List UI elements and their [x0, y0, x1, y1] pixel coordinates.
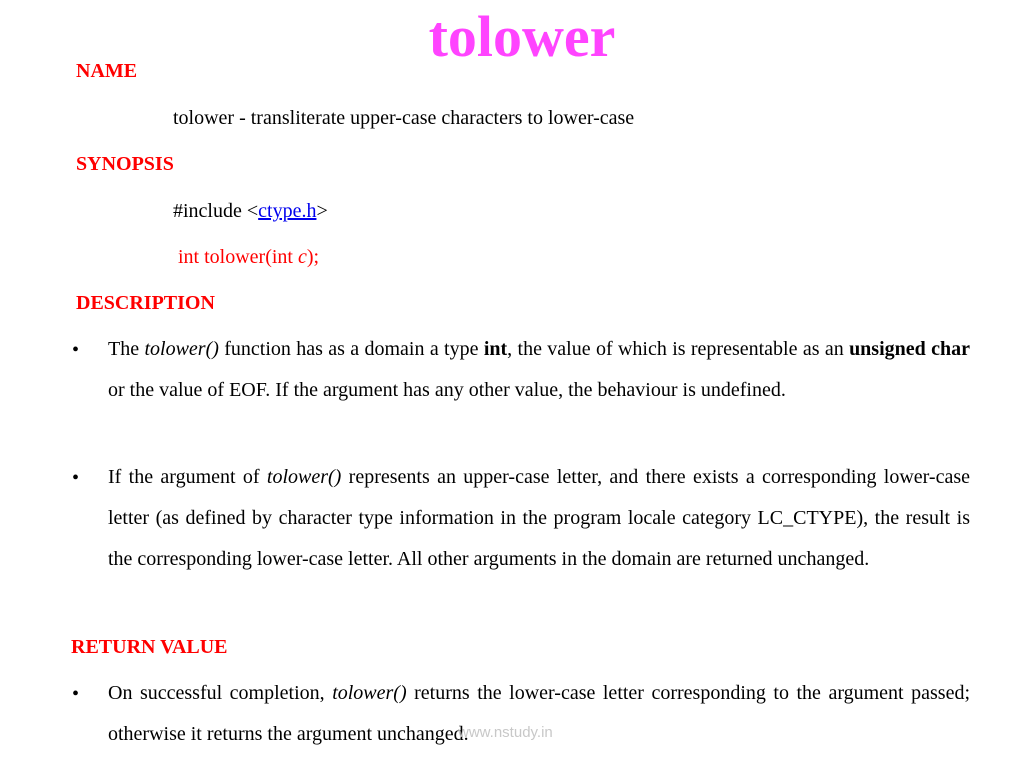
prototype-line: [178, 247, 319, 267]
text-run: returns the lower-case letter corresponding to the argument passed; otherwise it returns the argument unchanged.: [108, 682, 971, 745]
text-run: represents an upper-case letter, and there exists a corresponding lower-case letter (as defined by character type information in the program locale category LC_CTYPE), the result is the corresponding lower-case letter. All other arguments in the domain are returned unchanged.: [108, 466, 970, 570]
type-int: int: [483, 338, 508, 360]
function-name: tolower(): [266, 466, 342, 488]
proto-suffix: );: [306, 246, 320, 268]
bullet-marker: •: [72, 339, 80, 361]
proto-param: c: [297, 246, 307, 268]
include-prefix: #include <: [173, 200, 259, 222]
name-text: tolower - transliterate upper-case characters to lower-case: [173, 107, 635, 129]
type-unsigned-char: unsigned char: [849, 338, 970, 360]
text-run: The: [108, 338, 145, 360]
bullet-marker: •: [72, 467, 80, 489]
ctype-h-link[interactable]: ctype.h: [258, 200, 317, 222]
bullet-marker: •: [72, 683, 80, 705]
text-run: or the value of EOF. If the argument has any other value, the behaviour is undefined.: [108, 379, 786, 401]
return-value-heading: RETURN VALUE: [71, 636, 228, 658]
return-value-paragraph: [108, 673, 970, 755]
synopsis-heading: SYNOPSIS: [76, 153, 174, 175]
function-name: tolower(): [332, 682, 407, 704]
include-line: [173, 201, 328, 221]
description-heading: DESCRIPTION: [76, 292, 215, 314]
include-suffix: >: [316, 200, 328, 222]
function-name: tolower(): [144, 338, 219, 360]
description-paragraph-2: [108, 457, 970, 580]
text-run: If the argument of: [108, 466, 267, 488]
description-paragraph-1: [108, 329, 970, 411]
watermark: www.nstudy.in: [458, 724, 553, 741]
proto-prefix: int tolower(int: [178, 246, 298, 268]
text-run: On successful completion,: [108, 682, 333, 704]
text-run: function has as a domain a type: [218, 338, 484, 360]
page-title: tolower: [428, 4, 616, 69]
text-run: , the value of which is representable as an: [507, 338, 850, 360]
name-heading: NAME: [76, 60, 138, 82]
